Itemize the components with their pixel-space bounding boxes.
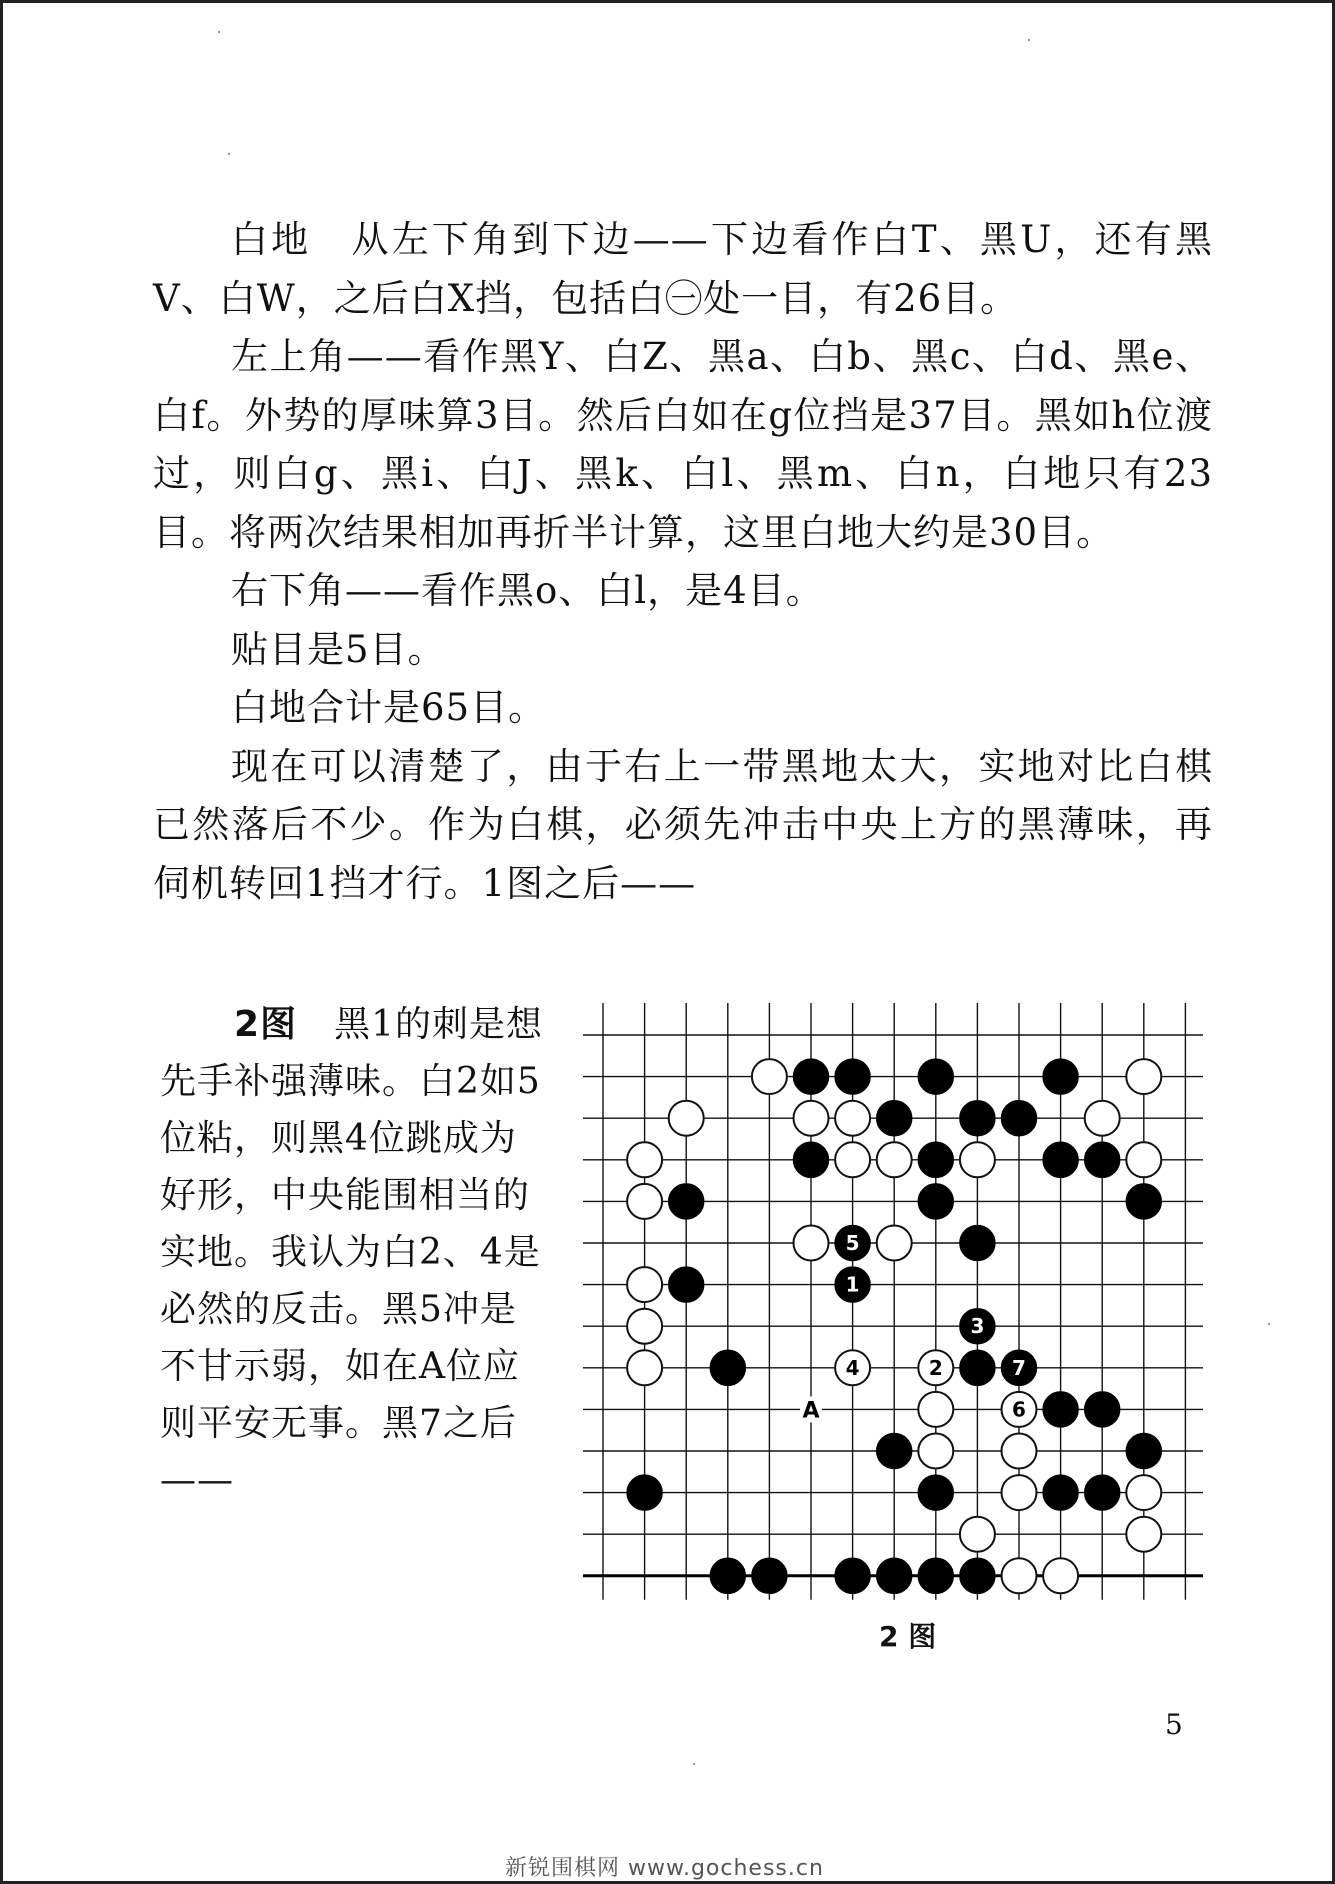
black-stone xyxy=(1043,1392,1078,1427)
paragraph-white-total: 白地合计是65目。 xyxy=(231,686,547,729)
white-stone xyxy=(627,1184,662,1219)
white-stone xyxy=(877,1226,912,1261)
black-stone xyxy=(752,1558,787,1593)
white-stone xyxy=(752,1059,787,1094)
scan-speck xyxy=(1028,39,1030,41)
white-stone xyxy=(627,1350,662,1385)
white-stone xyxy=(1126,1142,1161,1177)
black-stone xyxy=(960,1226,995,1261)
white-stone xyxy=(1126,1475,1161,1510)
figure-reference: 2图 xyxy=(234,1004,298,1045)
black-stone xyxy=(627,1475,662,1510)
paragraph-white-area: 白地 从左下角到下边——下边看作白T、黑U，还有黑V、白W，之后白X挡，包括白㊀处一目，有26目。 xyxy=(153,218,1213,320)
white-stone xyxy=(1002,1558,1037,1593)
white-stone xyxy=(1043,1558,1078,1593)
black-stone xyxy=(1043,1059,1078,1094)
move-number: 6 xyxy=(1012,1397,1026,1422)
white-stone xyxy=(960,1142,995,1177)
black-stone xyxy=(877,1434,912,1469)
white-stone xyxy=(627,1142,662,1177)
paragraph-komi: 贴目是5目。 xyxy=(231,627,446,671)
white-stone xyxy=(918,1392,953,1427)
diagram-caption: 2 图 xyxy=(879,1620,937,1653)
scan-speck xyxy=(228,153,230,155)
commentary-paragraph xyxy=(160,996,552,1509)
page-number: 5 xyxy=(1165,1708,1183,1741)
white-stone xyxy=(794,1226,829,1261)
white-stone xyxy=(627,1267,662,1302)
black-stone xyxy=(960,1101,995,1136)
scan-speck xyxy=(1268,1323,1270,1325)
black-stone xyxy=(918,1184,953,1219)
white-stone xyxy=(1002,1475,1037,1510)
black-stone xyxy=(1085,1392,1120,1427)
move-number: 2 xyxy=(928,1355,943,1380)
paragraph-upper-left: 左上角——看作黑Y、白Z、黑a、白b、黑c、白d、黑e、白f。外势的厚味算3目。然后白如在g位挡是37目。黑如h位渡过，则白g、黑i、白J、黑k、白l、黑m、白n，白地只有23目。将两次结果相加再折半计算，这里白地大约是30目。 xyxy=(153,335,1213,554)
black-stone xyxy=(1043,1142,1078,1177)
move-number: 1 xyxy=(845,1272,860,1297)
black-stone xyxy=(794,1142,829,1177)
black-stone xyxy=(960,1558,995,1593)
white-stone xyxy=(877,1142,912,1177)
black-stone xyxy=(794,1059,829,1094)
black-stone xyxy=(710,1558,745,1593)
black-stone xyxy=(877,1558,912,1593)
black-stone xyxy=(877,1101,912,1136)
move-number: 7 xyxy=(1012,1355,1026,1380)
white-stone xyxy=(960,1517,995,1552)
move-number: 3 xyxy=(970,1314,985,1339)
main-text xyxy=(153,211,1213,913)
white-stone xyxy=(1126,1059,1161,1094)
go-board-diagram xyxy=(583,995,1203,1610)
commentary-text: 黑1的刺是想先手补强薄味。白2如5位粘，则黑4位跳成为好形，中央能围相当的实地。我认为白2、4是必然的反击。黑5冲是不甘示弱，如在A位应则平安无事。黑7之后—— xyxy=(160,1004,543,1501)
black-stone xyxy=(918,1558,953,1593)
white-stone xyxy=(1085,1101,1120,1136)
white-stone xyxy=(1002,1434,1037,1469)
paragraph-lower-right: 右下角——看作黑o、白l，是4目。 xyxy=(231,569,824,612)
black-stone xyxy=(1002,1101,1037,1136)
black-stone xyxy=(1085,1142,1120,1177)
black-stone xyxy=(918,1475,953,1510)
scan-speck xyxy=(693,1763,695,1765)
paragraph-conclusion: 现在可以清楚了，由于右上一带黑地太大，实地对比白棋已然落后不少。作为白棋，必须先冲击中央上方的黑薄味，再伺机转回1挡才行。1图之后—— xyxy=(153,744,1213,905)
watermark-footer: 新锐围棋网 www.gochess.cn xyxy=(505,1856,824,1881)
white-stone xyxy=(835,1101,870,1136)
black-stone xyxy=(1126,1434,1161,1469)
white-stone xyxy=(835,1142,870,1177)
white-stone xyxy=(627,1309,662,1344)
black-stone xyxy=(710,1350,745,1385)
black-stone xyxy=(835,1558,870,1593)
move-number: 5 xyxy=(845,1231,860,1255)
black-stone xyxy=(835,1059,870,1094)
black-stone xyxy=(1043,1475,1078,1510)
black-stone xyxy=(669,1184,704,1219)
white-stone xyxy=(918,1434,953,1469)
move-number: 4 xyxy=(845,1355,860,1380)
scan-speck xyxy=(218,31,220,33)
black-stone xyxy=(669,1267,704,1302)
white-stone xyxy=(1126,1517,1161,1552)
black-stone xyxy=(918,1142,953,1177)
white-stone xyxy=(794,1101,829,1136)
diagram-commentary xyxy=(160,996,552,1509)
black-stone xyxy=(1085,1475,1120,1510)
black-stone xyxy=(918,1059,953,1094)
black-stone xyxy=(960,1350,995,1385)
white-stone xyxy=(669,1101,704,1136)
black-stone xyxy=(1126,1184,1161,1219)
point-label: A xyxy=(802,1398,820,1424)
